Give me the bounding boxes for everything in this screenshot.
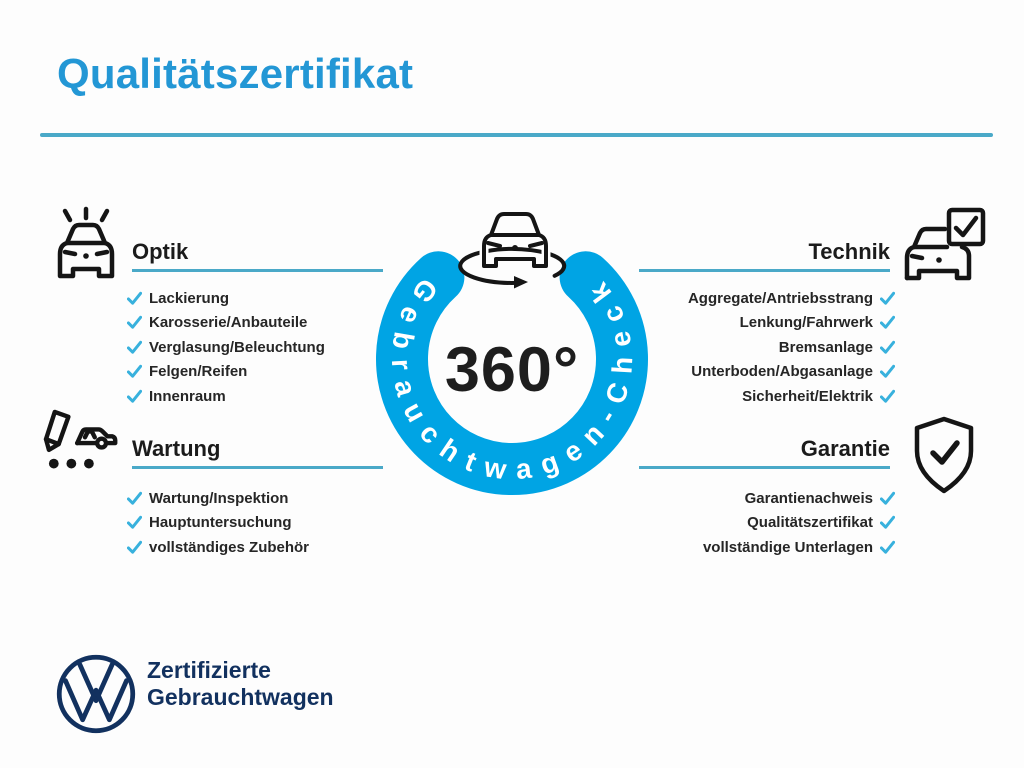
check-icon [127,491,142,506]
shield-check-icon [906,414,982,498]
check-item [127,535,385,560]
section-underline [639,466,890,469]
title-divider [40,133,993,137]
check-item-label: Felgen/Reifen [149,363,248,381]
check-icon [880,291,895,306]
section-technik-header [639,240,890,272]
check-item [127,360,385,385]
check-item-label: vollständige Unterlagen [702,538,873,556]
check-item [127,286,385,311]
check-item [637,535,895,560]
check-item-label: vollständiges Zubehör [149,538,310,556]
check-item-label: Qualitätszertifikat [747,514,873,532]
check-item-label: Bremsanlage [778,338,873,356]
vw-logo [54,652,138,736]
check-icon [127,540,142,555]
check-icon [127,340,142,355]
check-item [637,486,895,511]
page-title: Qualitätszertifikat [57,50,414,97]
technik-checklist [637,286,895,409]
check-icon [127,515,142,530]
check-icon [127,364,142,379]
check-item [637,511,895,536]
check-item [127,511,385,536]
section-title: Technik [808,239,890,264]
check-icon [880,340,895,355]
check-item-label: Unterboden/Abgasanlage [691,363,873,381]
check-item-label: Lenkung/Fahrwerk [739,314,873,332]
garantie-checklist [637,486,895,560]
check-icon [880,315,895,330]
footer-brand-line2: Gebrauchtwagen [147,684,334,710]
car-shine-icon [46,206,126,290]
check-icon [127,291,142,306]
car-rotate-icon [450,194,574,298]
check-item-label: Karosserie/Anbauteile [149,314,308,332]
section-title: Wartung [132,436,221,461]
section-wartung-header [132,437,383,469]
check-item-label: Innenraum [149,387,226,405]
check-icon [880,515,895,530]
check-item [637,335,895,360]
car-checkbox-icon [901,206,989,290]
section-underline [132,269,383,272]
check-item [637,311,895,336]
check-icon [127,315,142,330]
check-item-label: Verglasung/Beleuchtung [149,338,325,356]
check-item-label: Lackierung [149,289,230,307]
footer-brand-line1: Zertifizierte [147,657,271,683]
check-icon [880,364,895,379]
check-item-label: Hauptuntersuchung [149,514,292,532]
check-item-label: Sicherheit/Elektrik [742,387,873,405]
check-item-label: Aggregate/Antriebsstrang [687,289,873,307]
check-item-label: Wartung/Inspektion [149,489,289,507]
check-item [637,360,895,385]
check-icon [880,540,895,555]
badge-ring-label: Gebrauchtwagen-Check [385,272,639,486]
section-optik-header [132,240,383,272]
check-item [127,486,385,511]
badge-degrees: 360° [444,335,580,405]
check-item-label: Garantienachweis [744,489,873,507]
check-item [127,311,385,336]
check-item [127,384,385,409]
section-title: Optik [132,239,189,264]
section-garantie-header [639,437,890,469]
wartung-checklist [127,486,385,560]
section-title: Garantie [800,436,890,461]
check-icon [880,389,895,404]
check-icon [127,389,142,404]
check-item [637,384,895,409]
footer-brand-text [147,657,334,711]
optik-checklist [127,286,385,409]
service-note-icon [42,408,128,486]
section-underline [639,269,890,272]
check-icon [880,491,895,506]
section-underline [132,466,383,469]
check-item [127,335,385,360]
check-item [637,286,895,311]
